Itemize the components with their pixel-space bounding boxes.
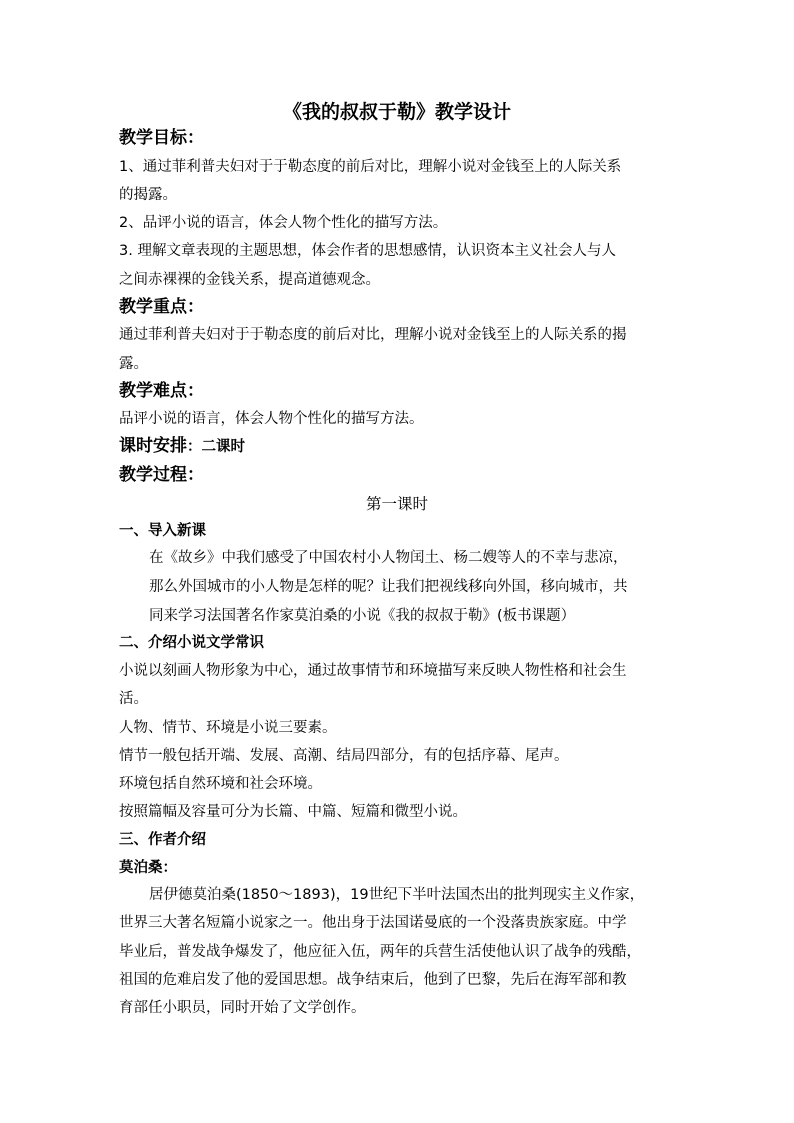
author-line: 世界三大著名短篇小说家之一。他出身于法国诺曼底的一个没落贵族家庭。中学 <box>119 915 627 931</box>
section-heading: 一、导入新课 <box>119 523 206 539</box>
author-line: 居伊德莫泊桑(1850～1893)，19世纪下半叶法国杰出的批判现实主义作家， <box>149 887 645 903</box>
schedule-label: 课时安排 <box>119 436 187 456</box>
section-heading: 三、作者介绍 <box>119 832 206 848</box>
author-line: 育部任小职员，同时开始了文学创作。 <box>119 1000 366 1016</box>
section-line: 环境包括自然环境和社会环境。 <box>119 776 322 792</box>
goals-line: 的揭露。 <box>119 187 177 203</box>
lesson-title: 第一课时 <box>365 495 428 513</box>
goals-line: 1、通过菲利普夫妇对于于勒态度的前后对比，理解小说对金钱至上的人际关系 <box>119 159 622 175</box>
section-line: 那么外国城市的小人物是怎样的呢？让我们把视线移向外国，移向城市，共 <box>149 579 628 595</box>
author-name: 莫泊桑： <box>119 860 177 876</box>
section-line: 人物、情节、环境是小说三要素。 <box>119 720 337 736</box>
author-line: 祖国的危难启发了他的爱国思想。战争结束后，他到了巴黎，先后在海军部和教 <box>119 972 627 988</box>
key-points-heading: 教学重点： <box>119 297 204 317</box>
goals-line: 2、品评小说的语言，体会人物个性化的描写方法。 <box>119 215 448 231</box>
goals-line: 3. 理解文章表现的主题思想，体会作者的思想感情，认识资本主义社会人与人 <box>119 243 616 259</box>
process-heading: 教学过程： <box>119 465 204 485</box>
schedule-value: ：二课时 <box>187 439 245 455</box>
author-line: 毕业后，普发战争爆发了，他应征入伍，两年的兵营生活使他认识了战争的残酷， <box>119 944 641 960</box>
section-line: 小说以刻画人物形象为中心，通过故事情节和环境描写来反映人物性格和社会生 <box>119 663 627 679</box>
difficulties-heading: 教学难点： <box>119 381 204 401</box>
section-heading: 二、介绍小说文学常识 <box>119 635 264 651</box>
document-title: 《我的叔叔于勒》教学设计 <box>282 101 511 123</box>
goals-line: 之间赤裸裸的金钱关系，提高道德观念。 <box>119 272 380 288</box>
difficulties-line: 品评小说的语言，体会人物个性化的描写方法。 <box>119 411 424 427</box>
section-line: 按照篇幅及容量可分为长篇、中篇、短篇和微型小说。 <box>119 804 467 820</box>
goals-heading: 教学目标： <box>119 128 204 148</box>
section-line: 在《故乡》中我们感受了中国农村小人物闰土、杨二嫂等人的不幸与悲凉， <box>149 550 628 566</box>
key-points-line: 通过菲利普夫妇对于于勒态度的前后对比，理解小说对金钱至上的人际关系的揭 <box>119 327 627 343</box>
section-line: 情节一般包括开端、发展、高潮、结局四部分，有的包括序幕、尾声。 <box>119 748 569 764</box>
section-line: 同来学习法国著名作家莫泊桑的小说《我的叔叔于勒》(板书课题） <box>149 608 576 624</box>
schedule-line <box>119 434 245 459</box>
key-points-line: 露。 <box>119 356 148 372</box>
section-line: 活。 <box>119 691 148 707</box>
